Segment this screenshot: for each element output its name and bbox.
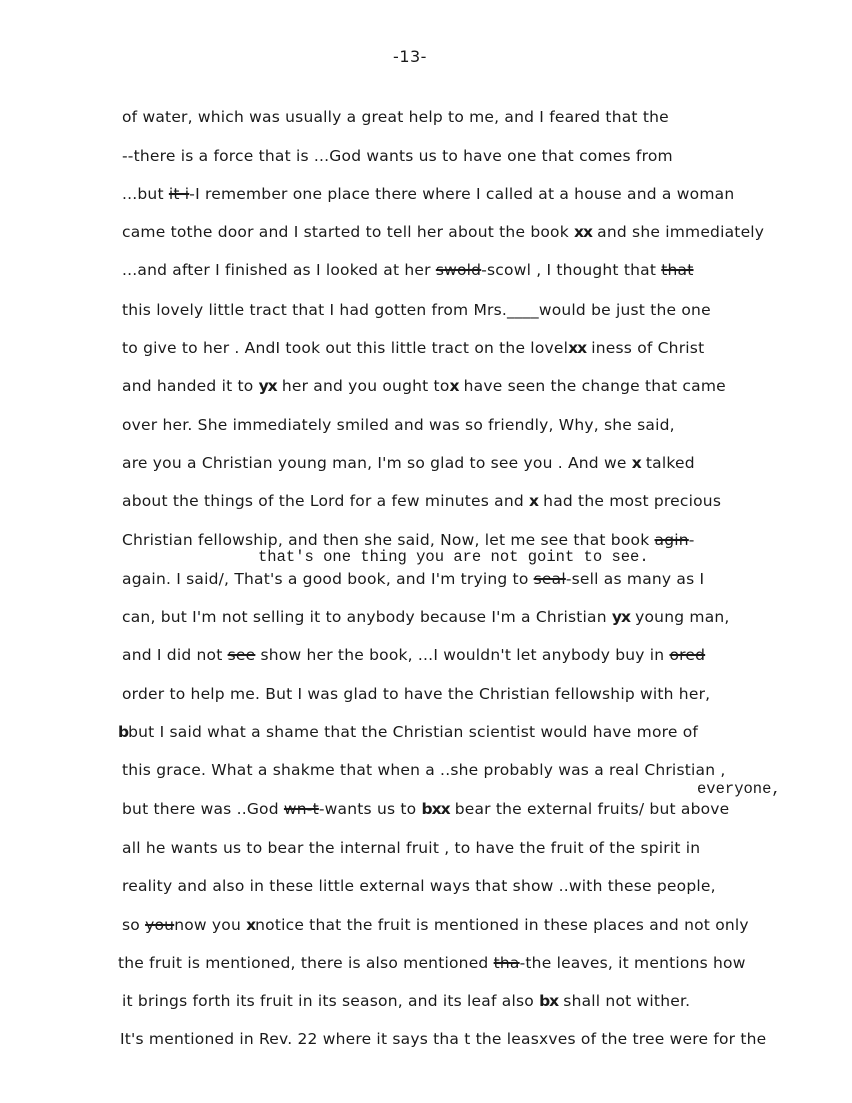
- text-run: young man,: [630, 608, 730, 626]
- struck-text: that: [661, 261, 694, 279]
- text-line: [122, 876, 716, 896]
- text-run: ...and after I finished as I looked at her: [122, 261, 436, 279]
- overtyped-text: yx: [611, 608, 630, 626]
- text-line: [122, 645, 705, 665]
- text-run: had the most precious: [538, 492, 722, 510]
- struck-text: swold: [435, 261, 482, 279]
- struck-text: see: [227, 646, 256, 664]
- text-line: [118, 722, 698, 742]
- text-line: [122, 760, 725, 780]
- overtyped-text: b: [118, 723, 129, 741]
- overtyped-text: xx: [574, 223, 593, 241]
- text-run: notice that the fruit is mentioned in these places and not only: [255, 916, 749, 934]
- overtyped-text: bxx: [421, 800, 450, 818]
- text-run: and she immediately: [592, 223, 765, 241]
- text-run: of water, which was usually a great help to me, and I feared that the: [122, 108, 669, 126]
- text-line: [122, 607, 730, 627]
- interlinear-insertion: everyone,: [697, 780, 781, 798]
- text-run: -wants us to: [318, 800, 422, 818]
- text-run: ...but: [122, 185, 169, 203]
- text-run: -sell as many as I: [565, 570, 705, 588]
- overtyped-text: x: [449, 377, 459, 395]
- text-run: show her the book, ...I wouldn't let anybody buy in: [255, 646, 670, 664]
- text-run: it brings forth its fruit in its season, and its leaf also: [122, 992, 540, 1010]
- text-run: are you a Christian young man, I'm so glad to see you . And we: [122, 454, 632, 472]
- text-run: bear the external fruits/ but above: [449, 800, 730, 818]
- text-line: [122, 415, 675, 435]
- text-run: but I said what a shame that the Christian scientist would have more of: [128, 723, 699, 741]
- text-line: [118, 953, 746, 973]
- text-run: order to help me. But I was glad to have the Christian fellowship with her,: [122, 685, 711, 703]
- text-run: over her. She immediately smiled and was so friendly, Why, she said,: [122, 416, 675, 434]
- text-line: [120, 1029, 766, 1049]
- struck-text: seal: [533, 570, 566, 588]
- text-run: the fruit is mentioned, there is also mentioned: [118, 954, 494, 972]
- text-run: iness of Christ: [586, 339, 705, 357]
- text-line: [122, 491, 721, 511]
- interlinear-insertion: that's one thing you are not goint to see.: [258, 548, 649, 566]
- text-run: -I remember one place there where I called at a house and a woman: [189, 185, 735, 203]
- text-run: her and you ought to: [276, 377, 450, 395]
- text-run: Christian fellowship, and then she said, Now, let me see that book: [122, 531, 655, 549]
- text-run: and handed it to: [122, 377, 259, 395]
- text-run: reality and also in these little external ways that show ..with these people,: [122, 877, 716, 895]
- text-run: -scowl , I thought that: [481, 261, 662, 279]
- text-run: --there is a force that is ...God wants us to have one that comes from: [122, 147, 673, 165]
- overtyped-text: xx: [568, 339, 587, 357]
- overtyped-text: x: [246, 916, 256, 934]
- text-line: [122, 530, 695, 550]
- struck-text: you: [145, 916, 175, 934]
- text-line: [122, 915, 749, 935]
- text-line: [122, 838, 700, 858]
- text-run: -the leaves, it mentions how: [519, 954, 746, 972]
- text-line: [122, 569, 704, 589]
- text-line: [122, 799, 729, 819]
- text-line: [122, 222, 764, 242]
- overtyped-text: x: [529, 492, 539, 510]
- text-run: now you: [174, 916, 247, 934]
- text-run: again. I said/, That's a good book, and I'm trying to: [122, 570, 534, 588]
- text-run: this grace. What a shakme that when a ..she probably was a real Christian ,: [122, 761, 726, 779]
- text-run: so: [122, 916, 146, 934]
- text-line: [122, 991, 690, 1011]
- overtyped-text: yx: [258, 377, 277, 395]
- text-line: [122, 184, 734, 204]
- text-run: have seen the change that came: [458, 377, 726, 395]
- text-line: [122, 107, 669, 127]
- text-run: to give to her . AndI took out this little tract on the lovel: [122, 339, 569, 357]
- text-run: can, but I'm not selling it to anybody because I'm a Christian: [122, 608, 612, 626]
- text-line: [122, 376, 726, 396]
- text-line: [122, 684, 710, 704]
- text-run: shall not wither.: [558, 992, 691, 1010]
- text-line: [122, 260, 694, 280]
- text-line: [122, 146, 673, 166]
- text-run: this lovely little tract that I had gotten from Mrs.____would be just the one: [122, 301, 711, 319]
- overtyped-text: bx: [539, 992, 559, 1010]
- struck-text: tha: [493, 954, 520, 972]
- text-run: -: [688, 531, 695, 549]
- text-run: talked: [640, 454, 695, 472]
- text-run: all he wants us to bear the internal fruit , to have the fruit of the spirit in: [122, 839, 701, 857]
- page-number: -13-: [393, 47, 427, 66]
- struck-text: it i: [168, 185, 190, 203]
- text-run: about the things of the Lord for a few minutes and: [122, 492, 530, 510]
- overtyped-text: x: [631, 454, 641, 472]
- struck-text: wn-t: [283, 800, 319, 818]
- text-line: [122, 300, 711, 320]
- struck-text: agin: [654, 531, 689, 549]
- text-line: [122, 453, 695, 473]
- text-run: came tothe door and I started to tell her about the book: [122, 223, 575, 241]
- text-run: It's mentioned in Rev. 22 where it says tha t the leasxves of the tree were for the: [120, 1030, 767, 1048]
- text-run: and I did not: [122, 646, 228, 664]
- text-line: [122, 338, 704, 358]
- struck-text: ored: [669, 646, 706, 664]
- text-run: but there was ..God: [122, 800, 284, 818]
